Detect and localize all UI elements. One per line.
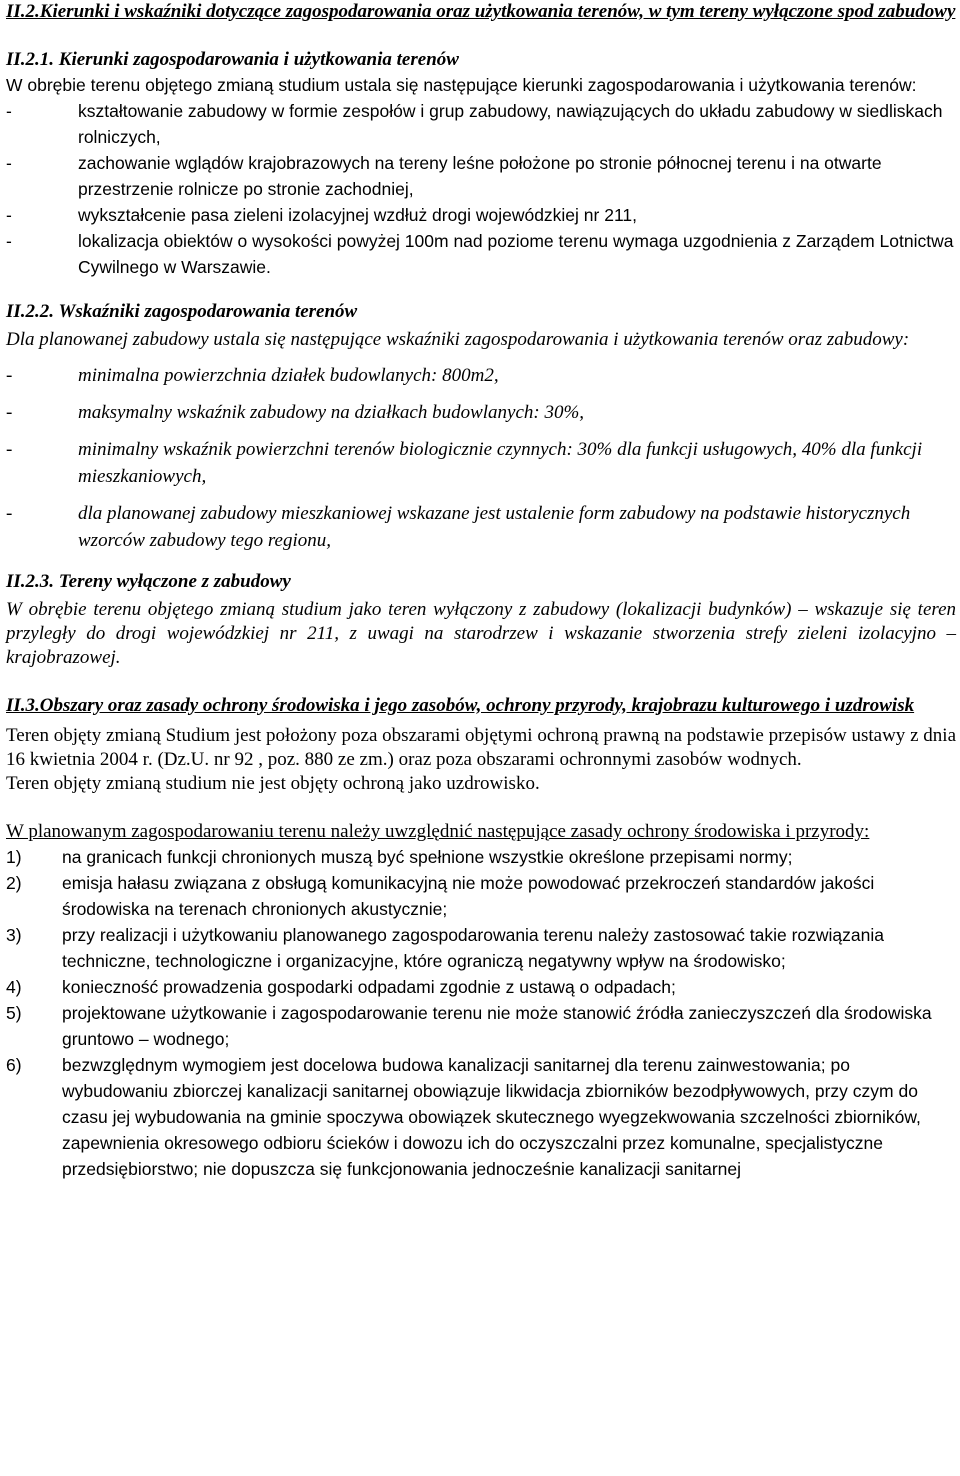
- list-marker: -: [6, 503, 13, 524]
- list-item-text: minimalny wskaźnik powierzchni terenów biologicznie czynnych: 30% dla funkcji usługowych, 40% dla funkcji mieszkaniowych,: [78, 439, 923, 487]
- section-2-2-1-list: [6, 98, 956, 280]
- list-marker: -: [6, 402, 13, 423]
- list-item: [6, 228, 956, 280]
- list-marker: 3): [6, 925, 22, 945]
- list-marker: -: [6, 439, 13, 460]
- list-item: [6, 922, 956, 974]
- section-2-3-para1: Teren objęty zmianą Studium jest położony poza obszarami objętymi ochroną prawną na podstawie przepisów ustawy z dnia 16 kwietnia 2004 r. (Dz.U. nr 92 , poz. 880 ze zm.) oraz poza obszarami ochronnymi zasobów wodnych.: [6, 725, 956, 770]
- list-item-text: przy realizacji i użytkowaniu planowanego zagospodarowania terenu należy zastosować takie rozwiązania techniczne, technologiczne i organizacyjne, które ograniczą negatywny wpływ na środowisko;: [62, 925, 884, 971]
- list-marker: -: [6, 101, 12, 121]
- section-2-2-2-list: [6, 362, 956, 554]
- list-item-text: minimalna powierzchnia działek budowlanych: 800m2,: [78, 365, 499, 386]
- list-item-text: lokalizacja obiektów o wysokości powyżej 100m nad poziome terenu wymaga uzgodnienia z Zarządem Lotnictwa Cywilnego w Warszawie.: [78, 231, 954, 277]
- list-item-text: emisja hałasu związana z obsługą komunikacyjną nie może powodować przekroczeń standardów jakości środowiska na terenach chronionych akustycznie;: [62, 873, 875, 919]
- list-item: [6, 974, 956, 1000]
- section-2-2-2-intro: Dla planowanej zabudowy ustala się następujące wskaźniki zagospodarowania i użytkowania terenów oraz zabudowy:: [6, 329, 910, 350]
- section-2-2-3-body: W obrębie terenu objętego zmianą studium jako teren wyłączony z zabudowy (lokalizacji budynków) – wskazuje się teren przyległy do drogi wojewódzkiej nr 211, z uwagi na starodrzew i wskazanie stworzenia strefy zieleni izolacyjno – krajobrazowej.: [6, 599, 956, 668]
- list-item-text: na granicach funkcji chronionych muszą być spełnione wszystkie określone przepisami normy;: [62, 847, 793, 867]
- list-item: [6, 870, 956, 922]
- list-marker: 2): [6, 873, 22, 893]
- section-2-3-heading: II.3.Obszary oraz zasady ochrony środowiska i jego zasobów, ochrony przyrody, krajobrazu kulturowego i uzdrowisk: [6, 695, 915, 716]
- list-marker: -: [6, 365, 13, 386]
- list-item-text: kształtowanie zabudowy w formie zespołów i grup zabudowy, nawiązujących do układu zabudowy w siedliskach rolniczych,: [78, 101, 943, 147]
- list-item-text: projektowane użytkowanie i zagospodarowanie terenu nie może stanowić źródła zanieczyszczeń dla środowiska gruntowo – wodnego;: [62, 1003, 932, 1049]
- list-item-text: wykształcenie pasa zieleni izolacyjnej wzdłuż drogi wojewódzkiej nr 211,: [78, 205, 637, 225]
- list-item: [6, 436, 956, 490]
- list-item: [6, 98, 956, 150]
- section-2-2-3-heading: II.2.3. Tereny wyłączone z zabudowy: [6, 571, 291, 592]
- section-2-2-1-heading: II.2.1. Kierunki zagospodarowania i użytkowania terenów: [6, 49, 459, 70]
- list-item: [6, 362, 956, 389]
- section-2-2-1-intro: W obrębie terenu objętego zmianą studium ustala się następujące kierunki zagospodarowania i użytkowania terenów:: [6, 75, 917, 95]
- section-2-3-rules-intro: W planowanym zagospodarowaniu terenu należy uwzględnić następujące zasady ochrony środowiska i przyrody:: [6, 821, 870, 842]
- list-marker: -: [6, 231, 12, 251]
- list-marker: 5): [6, 1003, 22, 1023]
- list-item-text: dla planowanej zabudowy mieszkaniowej wskazane jest ustalenie form zabudowy na podstawie historycznych wzorców zabudowy tego regionu,: [78, 503, 911, 551]
- list-marker: 1): [6, 847, 22, 867]
- section-2-2-heading: II.2.Kierunki i wskaźniki dotyczące zagospodarowania oraz użytkowania terenów, w tym tereny wyłączone spod zabudowy: [6, 1, 956, 22]
- list-item: [6, 150, 956, 202]
- list-item: [6, 844, 956, 870]
- list-marker: 4): [6, 977, 22, 997]
- list-item-text: bezwzględnym wymogiem jest docelowa budowa kanalizacji sanitarnej dla terenu zainwestowania; po wybudowaniu zbiorczej kanalizacji sanitarnej obowiązuje likwidacja zbiorników bezodpływowych, przy czym do czasu jej wybudowania na gminie spoczywa obowiązek skutecznego wyegzekwowania szczelności zbiorników, zapewnienia okresowego odbioru ścieków i dowozu ich do oczyszczalni przez komunalne, specjalistyczne przedsiębiorstwo; nie dopuszcza się funkcjonowania jednocześnie kanalizacji sanitarnej: [62, 1055, 921, 1179]
- section-2-3-para2: Teren objęty zmianą studium nie jest objęty ochroną jako uzdrowisko.: [6, 773, 540, 794]
- list-marker: -: [6, 205, 12, 225]
- list-item: [6, 399, 956, 426]
- list-item-text: maksymalny wskaźnik zabudowy na działkach budowlanych: 30%,: [78, 402, 585, 423]
- list-marker: 6): [6, 1055, 22, 1075]
- list-item: [6, 1000, 956, 1052]
- list-item-text: konieczność prowadzenia gospodarki odpadami zgodnie z ustawą o odpadach;: [62, 977, 676, 997]
- section-2-2-2-heading: II.2.2. Wskaźniki zagospodarowania terenów: [6, 301, 358, 322]
- list-marker: -: [6, 153, 12, 173]
- list-item: [6, 1052, 956, 1182]
- list-item: [6, 202, 956, 228]
- list-item: [6, 500, 956, 554]
- section-2-3-rules-list: [6, 844, 956, 1182]
- list-item-text: zachowanie wglądów krajobrazowych na tereny leśne położone po stronie północnej terenu i na otwarte przestrzenie rolnicze po stronie zachodniej,: [78, 153, 882, 199]
